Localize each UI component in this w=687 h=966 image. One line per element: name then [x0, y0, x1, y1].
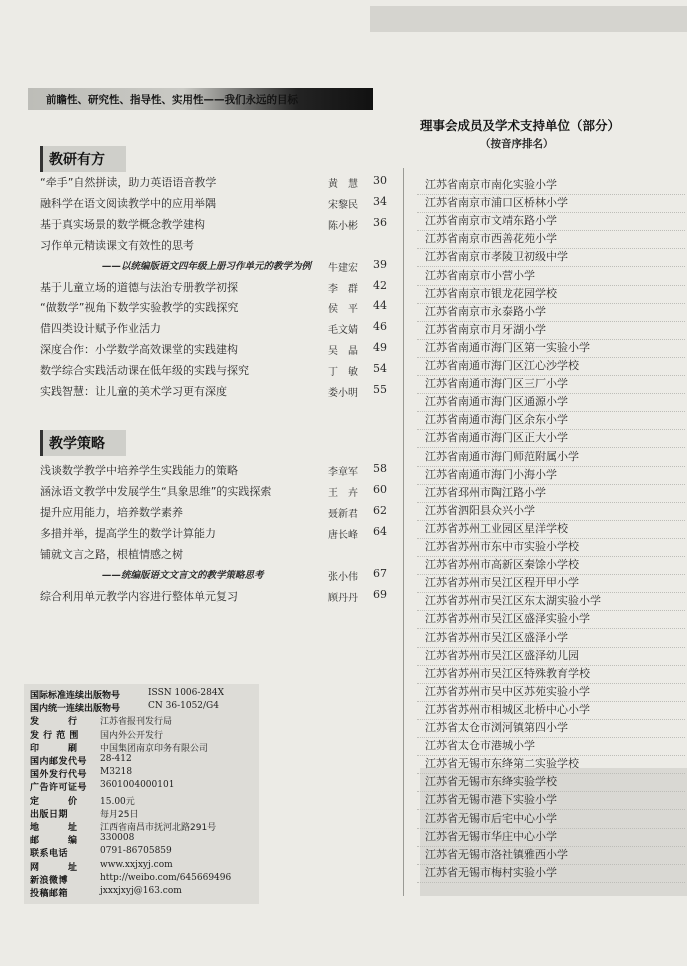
member-school: 江苏省南京市孝陵卫初级中学	[425, 248, 685, 268]
toc-entry-title: 深度合作：小学数学高效课堂的实践建构	[40, 343, 238, 357]
member-school: 江苏省无锡市后宅中心小学	[425, 810, 685, 830]
member-school: 江苏省苏州市吴江区盛泽实验小学	[425, 610, 685, 630]
toc-entry-page: 55	[373, 383, 387, 396]
member-school: 江苏省南京市永泰路小学	[425, 303, 685, 323]
member-school: 江苏省苏州市相城区北桥中心小学	[425, 701, 685, 721]
toc-entry-author: 宋黎民	[328, 199, 358, 211]
member-school: 江苏省南通市海门小海小学	[425, 466, 685, 486]
toc-entry-author: 丁 敏	[328, 367, 358, 379]
toc-entry-title: 实践智慧：让儿童的美术学习更有深度	[40, 385, 227, 398]
publication-value: jxxxjxyj@163.com	[100, 886, 182, 896]
member-school: 江苏省南京市文靖东路小学	[425, 212, 685, 232]
member-school: 江苏省无锡市港下实验小学	[425, 791, 685, 811]
publication-key: 投稿邮箱	[30, 889, 69, 899]
publication-row	[30, 833, 290, 847]
publication-key: 印 刷	[30, 743, 78, 754]
toc-entry-page: 54	[373, 362, 387, 376]
publication-row	[30, 846, 290, 860]
member-school: 江苏省南通市海门师范附属小学	[425, 448, 685, 468]
member-school: 江苏省泗阳县众兴小学	[425, 502, 685, 522]
member-school: 江苏省南京市月牙湖小学	[425, 321, 685, 341]
toc-entry-page: 44	[373, 299, 387, 313]
publication-value: M3218	[100, 767, 133, 778]
publication-row	[30, 688, 290, 702]
member-school: 江苏省苏州市吴江区东太湖实验小学	[425, 592, 685, 612]
publication-key: 网 址	[30, 862, 78, 873]
toc-entry	[40, 318, 395, 338]
toc-entry-page: 58	[373, 462, 387, 475]
toc-entry-title: “做数学”视角下数学实验教学的实践探究	[40, 301, 239, 315]
toc-entry	[40, 586, 395, 606]
toc-entry-author: 黄 慧	[328, 179, 358, 190]
member-school: 江苏省苏州市吴江区特殊教育学校	[425, 665, 685, 685]
toc-entry-page: 36	[373, 215, 387, 229]
toc-entry	[40, 297, 395, 317]
publication-value: CN 36-1052/G4	[148, 701, 219, 712]
toc-entry	[40, 460, 395, 480]
toc-entry-author: 聂新君	[328, 509, 358, 520]
toc-entry-author: 李 群	[328, 283, 358, 295]
member-school: 江苏省南通市海门区正大小学	[425, 429, 685, 449]
publication-key: 发 行 范 围	[30, 730, 79, 741]
member-school: 江苏省南通市海门区通源小学	[425, 393, 685, 413]
toc-entry-page: 64	[373, 525, 387, 538]
publication-row	[30, 886, 290, 900]
publication-row	[30, 820, 290, 834]
member-school: 江苏省苏州市吴江区程开甲小学	[425, 574, 685, 594]
publication-value: www.xxjxyj.com	[100, 859, 173, 870]
section-title: 教学策略	[49, 436, 105, 452]
toc-entry	[40, 523, 395, 543]
toc-entry-title: 涵泳语文教学中发展学生“具象思维”的实践探索	[40, 485, 272, 498]
publication-key: 发 行	[30, 717, 78, 728]
publication-row	[30, 728, 290, 742]
member-school: 江苏省邳州市陶江路小学	[425, 484, 685, 504]
member-school: 江苏省南通市海门区江心沙学校	[425, 357, 685, 377]
toc-entry	[40, 339, 395, 359]
publication-key: 国内邮发代号	[30, 757, 88, 767]
member-school: 江苏省苏州市东中市实验小学校	[425, 538, 685, 558]
publication-key: 新浪微博	[30, 875, 69, 886]
publication-row	[30, 807, 290, 821]
toc-entry-author: 王 卉	[328, 488, 358, 499]
toc-entry	[40, 193, 395, 213]
section-heading-teaching-strategy	[40, 430, 126, 456]
publication-value: 中国集团南京印务有限公司	[100, 743, 209, 754]
toc-entry-page: 62	[373, 504, 387, 517]
toc-entry-author: 牛建宏	[328, 262, 358, 274]
toc-entry	[40, 235, 395, 255]
member-school: 江苏省无锡市洛社镇雅西小学	[425, 846, 685, 866]
publication-key: 国际标准连续出版物号	[30, 691, 121, 701]
toc-entry-page: 46	[373, 320, 387, 334]
toc-entry-page: 60	[373, 483, 387, 496]
toc-entry-author: 侯 平	[328, 304, 358, 316]
toc-entry-author: 张小伟	[328, 572, 358, 583]
toc-entry-title: 提升应用能力，培养数学素养	[40, 506, 183, 519]
toc-entry	[40, 172, 395, 192]
member-school: 江苏省南京市浦口区桥林小学	[425, 194, 685, 214]
toc-entry-title: ——以统编版语文四年级上册习作单元的教学为例	[102, 260, 312, 272]
toc-entry	[40, 277, 395, 297]
toc-entry-title: 基于儿童立场的道德与法治专册教学初探	[40, 280, 238, 294]
toc-entry-page: 34	[373, 194, 387, 208]
member-school: 江苏省无锡市东绛第二实验学校	[425, 755, 685, 775]
toc-entry-page: 69	[373, 588, 387, 601]
publication-value: 江西省南昌市抚河北路291号	[100, 823, 217, 833]
section-title: 教研有方	[49, 152, 105, 168]
toc-entry	[40, 565, 395, 585]
publication-value: 国内外公开发行	[100, 730, 164, 741]
publication-value: 330008	[100, 833, 135, 844]
member-school: 江苏省苏州市高新区秦馀小学校	[425, 556, 685, 576]
toc-entry-author: 毛文婧	[328, 325, 358, 337]
publication-row	[30, 860, 290, 874]
toc-entry	[40, 481, 395, 501]
member-school: 江苏省苏州工业园区星洋学校	[425, 520, 685, 540]
toc-entry-author: 吴 晶	[328, 346, 358, 358]
publication-row	[30, 873, 290, 887]
publication-value: 每月25日	[100, 809, 139, 820]
publication-value: ISSN 1006-284X	[148, 688, 224, 698]
publication-key: 广告许可证号	[30, 783, 88, 794]
toc-entry-title: 多措并举，提高学生的数学计算能力	[40, 527, 216, 540]
toc-entry-title: 浅谈数学教学中培养学生实践能力的策略	[40, 464, 238, 477]
publication-value: http://weibo.com/645669496	[100, 872, 232, 883]
publication-value: 江苏省报刊发行局	[100, 717, 173, 728]
member-school: 江苏省南通市海门区三厂小学	[425, 375, 685, 395]
toc-entry-author: 陈小彬	[328, 220, 358, 232]
toc-entry	[40, 544, 395, 564]
member-school: 江苏省无锡市东绛实验学校	[425, 773, 685, 793]
toc-entry-title: ——统编版语文文言文的教学策略思考	[102, 570, 264, 581]
publication-row	[30, 754, 290, 768]
member-school: 江苏省南通市海门区余东小学	[425, 411, 685, 431]
toc-entry-page: 39	[373, 257, 387, 271]
publication-value: 0791-86705859	[100, 846, 172, 857]
running-header	[370, 6, 687, 32]
publication-row	[30, 701, 290, 715]
toc-entry-author: 唐长峰	[328, 530, 358, 541]
toc-entry-title: 融科学在语文阅读教学中的应用举隅	[40, 196, 216, 210]
publication-key: 地 址	[30, 823, 78, 833]
toc-entry-title: 综合利用单元教学内容进行整体单元复习	[40, 590, 238, 603]
slogan-text: 前瞻性、研究性、指导性、实用性——我们永远的目标	[46, 93, 298, 106]
toc-entry-page: 42	[373, 278, 387, 292]
members-subtitle: （按音序排名）	[480, 138, 554, 150]
member-school: 江苏省南京市西善花苑小学	[425, 230, 685, 250]
member-school: 江苏省无锡市华庄中心小学	[425, 828, 685, 848]
toc-entry-page: 30	[373, 174, 387, 187]
toc-entry-page: 49	[373, 341, 387, 355]
member-school: 江苏省苏州市吴江区盛泽小学	[425, 629, 685, 649]
publication-row	[30, 794, 290, 808]
section-heading-teaching-research	[40, 146, 126, 172]
member-school: 江苏省南京市小营小学	[425, 267, 685, 287]
publication-key: 出版日期	[30, 809, 69, 820]
members-title: 理事会成员及学术支持单位（部分）	[420, 118, 621, 133]
publication-key: 国内统一连续出版物号	[30, 704, 121, 715]
publication-row	[30, 767, 290, 781]
toc-entry-title: “牵手”自然拼读，助力英语语音教学	[40, 176, 217, 189]
member-school: 江苏省苏州市吴江区盛泽幼儿园	[425, 647, 685, 667]
toc-entry	[40, 214, 395, 234]
publication-key: 联系电话	[30, 849, 69, 860]
publication-row	[30, 714, 290, 728]
toc-entry-title: 铺就文言之路，根植情感之树	[40, 548, 183, 561]
publication-value: 28-412	[100, 754, 132, 764]
toc-entry	[40, 360, 395, 380]
member-school: 江苏省南京市银龙花园学校	[425, 285, 685, 305]
member-school: 江苏省太仓市浏河镇第四小学	[425, 719, 685, 739]
toc-entry-title: 借四类设计赋予作业活力	[40, 322, 161, 336]
publication-key: 定 价	[30, 796, 78, 807]
member-school: 江苏省太仓市港城小学	[425, 737, 685, 757]
toc-entry-title: 基于真实场景的数学概念教学建构	[40, 217, 205, 231]
toc-entry	[40, 502, 395, 522]
toc-entry-page: 67	[373, 567, 387, 580]
member-school: 江苏省南京市南化实验小学	[425, 176, 685, 196]
member-school: 江苏省苏州市吴中区苏苑实验小学	[425, 683, 685, 703]
member-school: 江苏省南通市海门区第一实验小学	[425, 339, 685, 359]
publication-value: 3601004000101	[100, 780, 175, 791]
toc-entry-author: 李章军	[328, 467, 358, 478]
toc-entry	[40, 381, 395, 401]
publication-row	[30, 741, 290, 755]
publication-key: 邮 编	[30, 836, 78, 847]
publication-row	[30, 780, 290, 794]
publication-key: 国外发行代号	[30, 770, 88, 781]
toc-entry-title: 数学综合实践活动课在低年级的实践与探究	[40, 364, 249, 378]
publication-value: 15.00元	[100, 796, 135, 807]
toc-entry	[40, 256, 395, 276]
member-school: 江苏省无锡市梅村实验小学	[425, 864, 685, 884]
toc-entry-author: 顾丹丹	[328, 593, 358, 604]
toc-entry-author: 娄小明	[328, 388, 358, 399]
slogan-banner	[28, 88, 373, 110]
toc-entry-title: 习作单元精读课文有效性的思考	[40, 238, 194, 252]
column-divider	[403, 168, 404, 896]
